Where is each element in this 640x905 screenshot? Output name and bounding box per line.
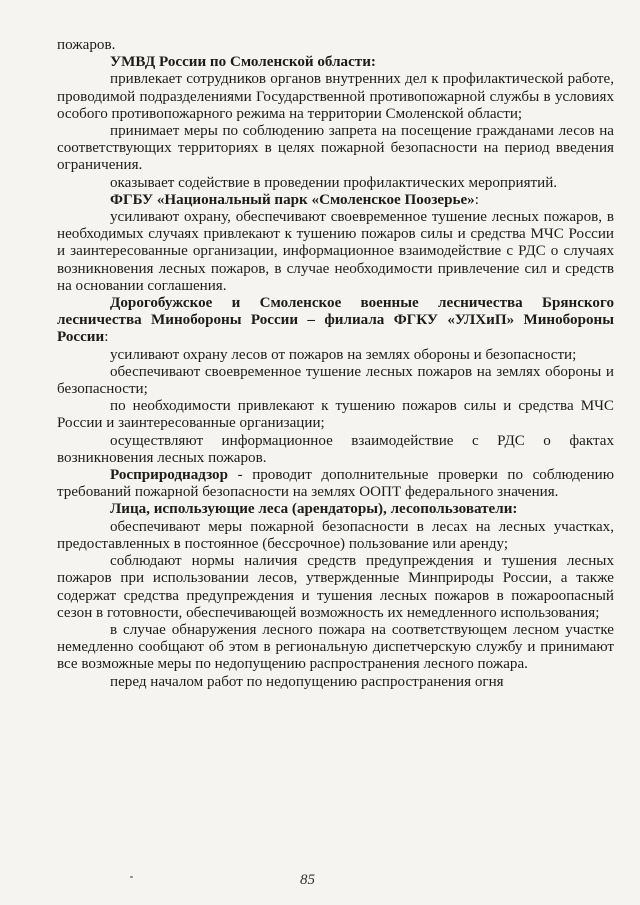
paragraph: осуществляют информационное взаимодействие с РДС о фактах возникновения лесных пожаров.: [57, 432, 614, 466]
paragraph: усиливают охрану лесов от пожаров на землях обороны и безопасности;: [110, 346, 577, 363]
page-number: 85: [300, 872, 315, 888]
section-heading: УМВД России по Смоленской области:: [110, 54, 376, 71]
document-body: [57, 37, 614, 691]
paragraph: по необходимости привлекают к тушению пожаров силы и средства МЧС России и заинтересованные организации;: [57, 398, 614, 432]
paragraph: оказывает содействие в проведении профилактических мероприятий.: [110, 174, 558, 191]
paragraph: усиливают охрану, обеспечивают своевременное тушение лесных пожаров, в необходимых случаях привлекают к тушению пожаров силы и средства МЧС России и заинтересованные организации, информационное взаимодействие с РДС о случаях возникновения лесных пожаров, в случае необходимости привлечение сил и средств на основании соглашения.: [57, 209, 614, 294]
scan-speck: [130, 876, 133, 878]
paragraph: соблюдают нормы наличия средств предупреждения и тушения лесных пожаров при использовании лесов, утвержденные Минприроды России, а также содержат средства предупреждения и тушения лесных пожаров в пожароопасный сезон в готовности, обеспечивающей возможность их немедленного использования;: [57, 553, 614, 621]
section-heading: ФГБУ «Национальный парк «Смоленское Поозерье»:: [110, 191, 479, 208]
paragraph: перед началом работ по недопущению распространения огня: [110, 673, 504, 690]
section-heading: Лица, использующие леса (арендаторы), лесопользователи:: [110, 501, 518, 518]
section-heading: Дорогобужское и Смоленское военные лесничества Брянского лесничества Минобороны России – филиала ФГКУ «УЛХиП» Минобороны России:: [57, 295, 614, 346]
paragraph: привлекает сотрудников органов внутренних дел к профилактической работе, проводимой подразделениями Государственной противопожарной службы в условиях особого противопожарного режима на территории Смоленской области;: [57, 71, 614, 122]
paragraph: обеспечивают своевременное тушение лесных пожаров на землях обороны и безопасности;: [57, 363, 614, 398]
paragraph: Росприроднадзор - проводит дополнительные проверки по соблюдению требований пожарной безопасности на землях ООПТ федерального значения.: [57, 467, 614, 501]
paragraph: обеспечивают меры пожарной безопасности в лесах на лесных участках, предоставленных в постоянное (бессрочное) пользование или аренду;: [57, 518, 614, 552]
paragraph: пожаров.: [57, 37, 116, 53]
paragraph: в случае обнаружения лесного пожара на соответствующем лесном участке немедленно сообщают об этом в региональную диспетчерскую службу и принимают все возможные меры по недопущению распространения лесного пожара.: [57, 621, 614, 673]
paragraph: принимает меры по соблюдению запрета на посещение гражданами лесов на соответствующих территориях в целях пожарной безопасности на период введения ограничения.: [57, 123, 614, 174]
